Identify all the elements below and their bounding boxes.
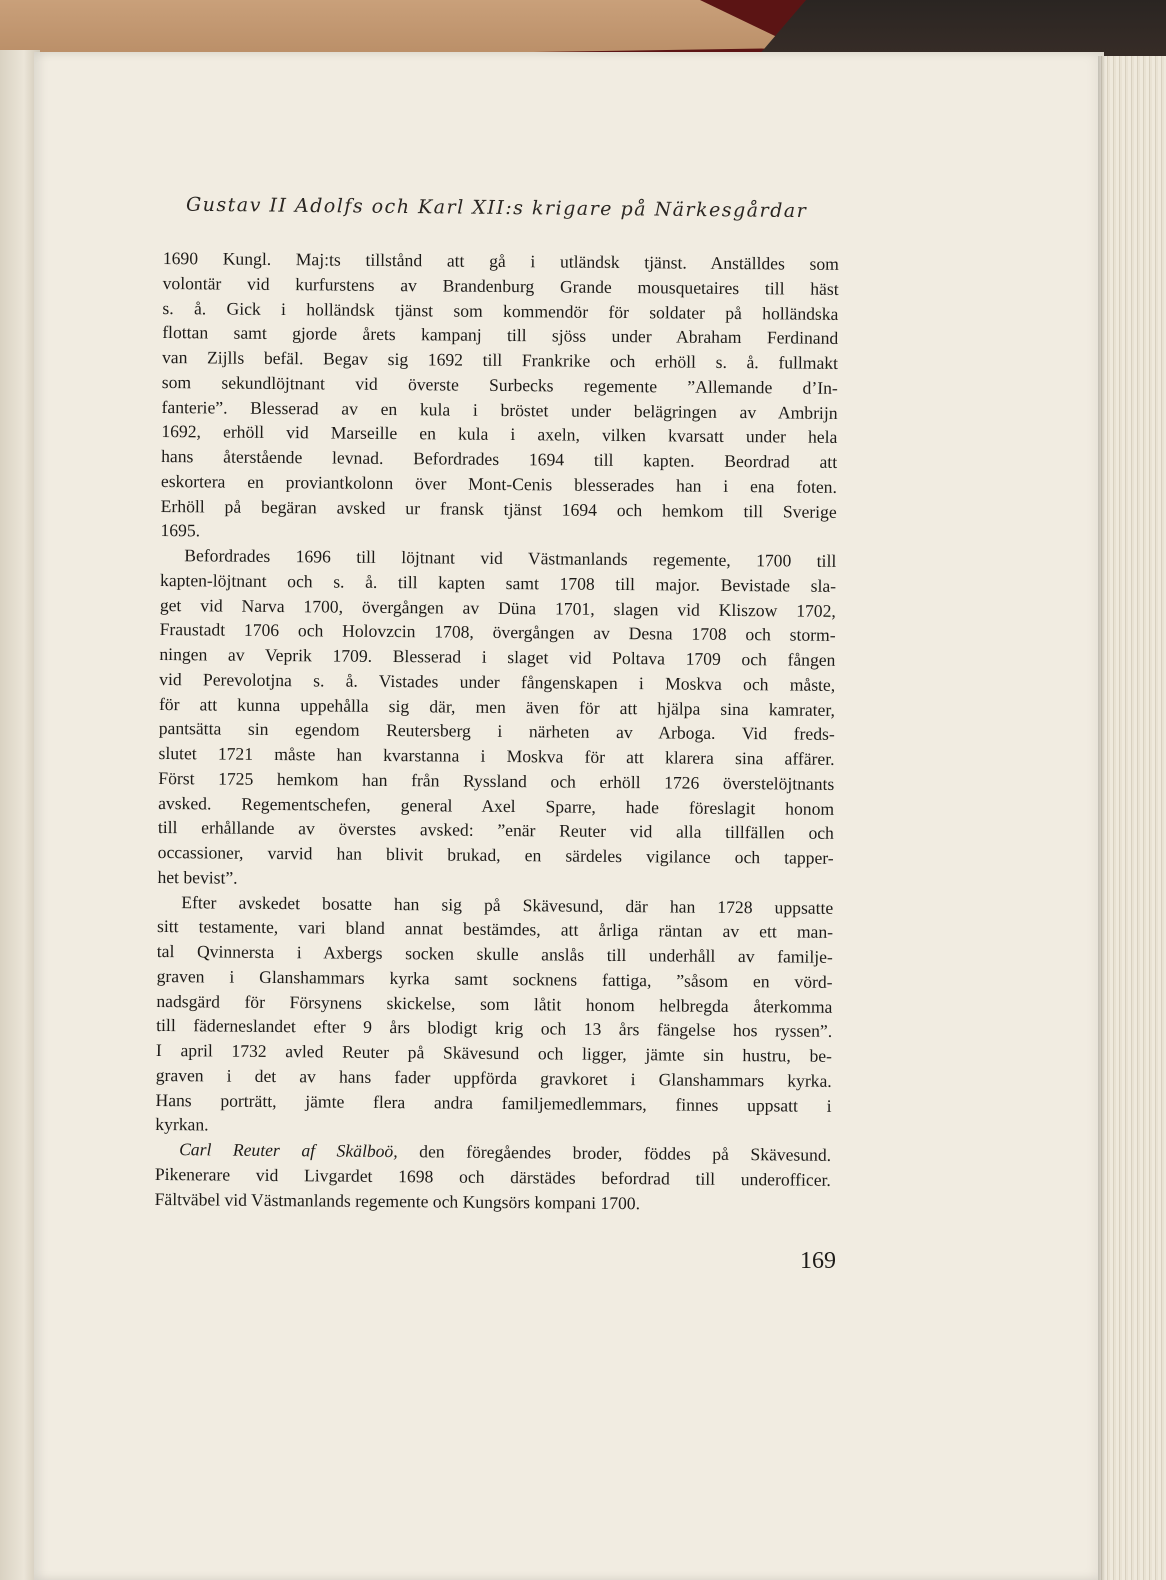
text-line-content: graven i det av hans fader uppförda gravkoret i Glanshammars kyrka. — [155, 1064, 832, 1091]
text-line-content: tal Qvinnersta i Axbergs socken skulle anslås till underhåll av familje- — [156, 940, 833, 967]
text-line-content: Fraustadt 1706 och Holovzcin 1708, övergången av Desna 1708 och storm- — [159, 619, 836, 646]
text-line-content: avsked. Regementschefen, general Axel Sparre, hade föreslagit honom — [158, 792, 835, 819]
background-wedge — [0, 0, 800, 60]
text-line-content: Hans porträtt, jämte flera andra familjemedlemmars, finnes uppsatt i — [155, 1089, 832, 1116]
text-line-content: för att kunna uppehålla sig där, men även för att hjälpa sina kamrater, — [158, 693, 836, 720]
running-head: Gustav II Adolfs och Karl XII:s krigare på Närkesgårdar — [185, 193, 808, 223]
text-line-content: s. å. Gick i holländsk tjänst som kommendör för soldater på holländska — [162, 297, 839, 324]
text-line-content: fanterie”. Blesserad av en kula i bröstet under belägringen av Ambrijn — [161, 396, 838, 423]
text-line-content: till erhållande av överstes avsked: ”enär Reuter vid alla tillfällen och — [157, 817, 834, 844]
text-line-content: pantsätta sin egendom Reutersberg i närheten av Arboga. Vid freds- — [158, 718, 835, 745]
text-line-content: slutet 1721 måste han kvarstanna i Moskva för att klarera sina affärer. — [158, 742, 835, 769]
text-line-content: Befordrades 1696 till löjtnant vid Västmanlands regemente, 1700 till — [184, 545, 837, 571]
text-line-content: eskortera en proviantkolonn över Mont-Cenis blesserades han i ena foten. — [160, 470, 838, 497]
text-line-content: Pikenerare vid Livgardet 1698 och därstädes befordrad till underofficer. — [154, 1163, 831, 1190]
text-line-content: van Zijlls befäl. Begav sig 1692 till Frankrike och erhöll s. å. fullmakt — [161, 346, 839, 373]
text-line-content: flottan samt gjorde årets kampanj till sjöss under Abraham Ferdinand — [162, 322, 839, 349]
italic-person-name: Carl Reuter af Skälboö, — [179, 1139, 398, 1162]
text-line-content: 1695. — [160, 520, 201, 541]
text-line-content: ningen av Veprik 1709. Blesserad i slaget vid Poltava 1709 och fången — [159, 643, 836, 670]
text-line-content: kyrkan. — [155, 1114, 209, 1135]
page-gutter-shadow — [1098, 56, 1106, 1580]
text-line-content: volontär vid kurfurstens av Brandenburg Grande mousquetaires till häst — [162, 272, 839, 299]
text-line-content: graven i Glanshammars kyrka samt socknens fattiga, ”såsom en vörd- — [156, 965, 833, 992]
paragraph — [160, 246, 839, 549]
text-line-content: vid Perevolotjna s. å. Vistades under fångenskapen i Moskva och måste, — [159, 668, 836, 695]
text-line-content: occassioner, varvid han blivit brukad, en särdeles vigilance och tapper- — [157, 841, 834, 868]
text-line-content: I april 1732 avled Reuter på Skävesund och ligger, jämte sin hustru, be- — [155, 1039, 833, 1066]
text-line-content: nadsgärd för Försynens skickelse, som låtit honom helbregda återkomma — [156, 990, 833, 1017]
text-line-content: 1692, erhöll vid Marseille en kula i axeln, vilken kvarsatt under hela — [161, 421, 838, 448]
page-stack-edge — [1098, 56, 1166, 1580]
text-line-content: Först 1725 hemkom han från Ryssland och erhöll 1726 överstelöjtnants — [158, 767, 835, 794]
text-line-content: Efter avskedet bosatte han sig på Skävesund, där han 1728 uppsatte — [181, 891, 834, 918]
text-line-content: till fäderneslandet efter 9 års blodigt krig och 13 års fängelse hos ryssen”. — [156, 1015, 833, 1042]
text-line-content: get vid Narva 1700, övergången av Düna 1701, slagen vid Kliszow 1702, — [159, 594, 836, 621]
paragraph — [155, 889, 833, 1142]
text-line-content: som sekundlöjtnant vid överste Surbecks regemente ”Allemande d’In- — [161, 371, 838, 398]
text-line-content: sitt testamente, vari bland annat bestämdes, att årliga räntan av ett man- — [156, 916, 834, 943]
text-line-content: 1690 Kungl. Maj:ts tillstånd att gå i utländsk tjänst. Anställdes som — [162, 247, 839, 274]
paragraph — [157, 543, 836, 895]
text-line-content: kapten-löjtnant och s. å. till kapten samt 1708 till major. Bevistade sla- — [160, 569, 837, 596]
text-line-content: het bevist”. — [157, 866, 238, 888]
page-number: 169 — [800, 1248, 836, 1274]
text-line-content: Erhöll på begäran avsked ur fransk tjänst 1694 och hemkom till Sverige — [160, 495, 837, 522]
text-line-content: hans återstående levnad. Befordrades 1694 till kapten. Beordrad att — [161, 445, 838, 472]
paragraph — [155, 1137, 832, 1217]
text-line-content: den föregåendes broder, föddes på Skävesund. — [397, 1141, 832, 1165]
body-text — [155, 246, 839, 1217]
text-line-content: Fältväbel vid Västmanlands regemente och Kungsörs kompani 1700. — [154, 1188, 641, 1213]
